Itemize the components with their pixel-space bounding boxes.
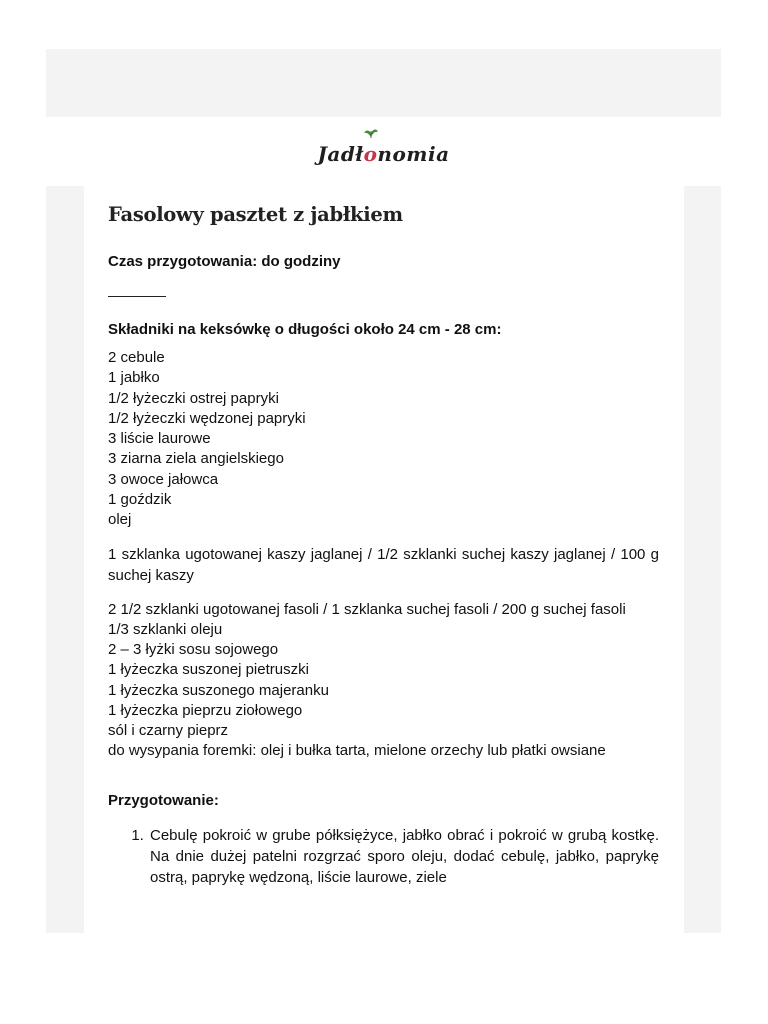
ingredients-heading: Składniki na keksówkę o długości około 24 cm - 28 cm: xyxy=(108,321,502,338)
ingredient-item: sól i czarny pieprz xyxy=(108,722,229,740)
ingredient-item: olej xyxy=(108,511,132,529)
ingredient-fasola: 2 1/2 szklanki ugotowanej fasoli / 1 szklanka suchej fasoli / 200 g suchej fasoli xyxy=(108,600,626,618)
recipe-title: Fasolowy pasztet z jabłkiem xyxy=(108,203,403,226)
ingredient-item: 1 jabłko xyxy=(108,369,160,387)
ingredient-item: 3 liście laurowe xyxy=(108,430,211,448)
ingredient-item: 2 – 3 łyżki sosu sojowego xyxy=(108,640,279,658)
preparation-steps xyxy=(108,825,659,888)
logo-o xyxy=(364,137,378,171)
ingredient-item: 1 łyżeczka suszonego majeranku xyxy=(108,681,329,699)
ingredients-list-1 xyxy=(108,348,659,531)
ingredient-kasza: 1 szklanka ugotowanej kaszy jaglanej / 1/2 szklanki suchej kaszy jaglanej / 100 g suchej kaszy xyxy=(108,545,659,584)
logo-o-letter: o xyxy=(363,142,378,166)
logo-text-start: Jadł xyxy=(317,142,364,166)
ingredient-item: 1/2 łyżeczki wędzonej papryki xyxy=(108,409,306,427)
ingredient-item: 1/3 szklanki oleju xyxy=(108,620,223,638)
ingredient-item: 1 łyżeczka suszonej pietruszki xyxy=(108,661,309,679)
ingredients-list-2 xyxy=(108,620,659,762)
divider xyxy=(108,296,166,297)
step-item: 1. Cebulę pokroić w grube półksiężyce, jabłko obrać i pokroić w grubą kostkę. Na dnie dużej patelni rozgrzać sporo oleju, dodać cebulę, jabłko, paprykę ostrą, paprykę wędzoną, liście laurowe, ziele xyxy=(148,825,659,888)
preparation-heading: Przygotowanie: xyxy=(108,791,219,809)
ingredient-item: 3 ziarna ziela angielskiego xyxy=(108,450,284,468)
header xyxy=(46,117,721,186)
ingredient-item: 3 owoce jałowca xyxy=(108,470,219,488)
ingredient-item: 1/2 łyżeczki ostrej papryki xyxy=(108,389,279,407)
ingredient-item: 2 cebule xyxy=(108,349,165,366)
ingredient-item: 1 łyżeczka pieprzu ziołowego xyxy=(108,701,303,719)
recipe-content xyxy=(84,186,684,933)
logo-text-end: nomia xyxy=(377,142,450,166)
prep-time: Czas przygotowania: do godziny xyxy=(108,253,341,270)
site-logo[interactable] xyxy=(46,137,721,171)
leaf-icon xyxy=(363,127,379,139)
page-frame xyxy=(46,49,721,933)
ingredient-item: 1 goździk xyxy=(108,491,172,509)
ingredient-item: do wysypania foremki: olej i bułka tarta, mielone orzechy lub płatki owsiane xyxy=(108,742,606,760)
